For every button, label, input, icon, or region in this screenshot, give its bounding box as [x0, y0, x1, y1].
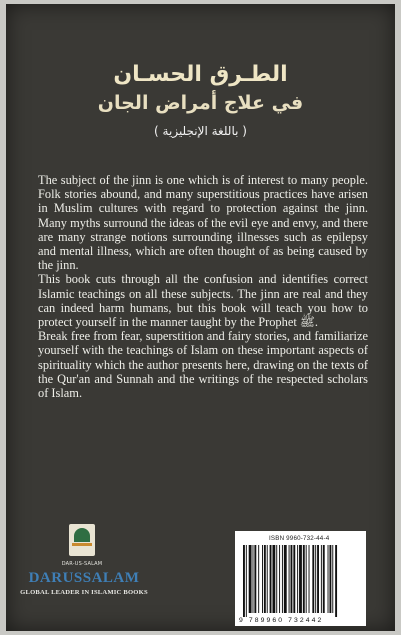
blurb-paragraph: Break free from fear, superstition and fairy stories, and familiarize yourself with the teachings of Islam on these important aspects of spirituality which the author presents here, drawing on the texts of the Qur'an and Sunnah and the writings of the respected scholars of Islam.	[38, 329, 368, 401]
arabic-title: الطـرق الحسـان	[113, 62, 288, 87]
barcode-bar	[276, 545, 277, 613]
isbn-label: ISBN 9960-732-44-4	[269, 535, 330, 542]
barcode-bar	[312, 545, 314, 613]
barcode-bar	[243, 545, 245, 617]
barcode-bar	[272, 545, 275, 613]
barcode-bar	[258, 545, 259, 613]
barcode-bar	[262, 545, 263, 613]
barcode-bar	[299, 545, 302, 613]
barcode-bar	[291, 545, 293, 613]
barcode-bar	[332, 545, 333, 613]
barcode-bar	[284, 545, 287, 613]
barcode-bar	[321, 545, 322, 613]
arabic-subtitle: في علاج أمراض الجان	[97, 92, 304, 114]
barcode-icon	[243, 545, 359, 617]
barcode-bar	[303, 545, 305, 613]
barcode-bar	[329, 545, 331, 613]
barcode-bar	[293, 545, 295, 613]
barcode-bar	[253, 545, 254, 613]
barcode-bar	[317, 545, 319, 613]
barcode-bar	[279, 545, 280, 613]
barcode-panel	[235, 531, 366, 626]
publisher-tagline: GLOBAL LEADER IN ISLAMIC BOOKS	[20, 589, 148, 596]
barcode-bar	[335, 545, 337, 617]
barcode-bar	[315, 545, 316, 613]
barcode-bar	[264, 545, 266, 613]
blurb-paragraph: This book cuts through all the confusion and identifies correct Islamic teachings on all these subjects. The jinn are real and they can indeed harm humans, but this book will teach you how to protect yourself in the manner taught by the Prophet ﷺ.	[38, 272, 368, 330]
barcode-bar	[289, 545, 290, 613]
barcode-bar	[267, 545, 268, 613]
publisher-logo-text: DAR-US-SALAM	[61, 561, 103, 567]
barcode-bar	[270, 545, 272, 613]
barcode-bar	[328, 545, 329, 613]
barcode-bar	[249, 545, 252, 613]
barcode-bar	[297, 545, 298, 613]
barcode-bar	[254, 545, 256, 613]
back-cover-blurb	[38, 173, 368, 400]
barcode-bar	[282, 545, 283, 613]
barcode-bar	[246, 545, 247, 617]
publisher-logo-icon	[69, 524, 95, 556]
barcode-digits: 9 789960 732442	[239, 617, 324, 624]
barcode-bar	[306, 545, 307, 613]
barcode-bar	[323, 545, 325, 613]
back-cover	[6, 4, 395, 631]
publisher-name: DARUSSALAM	[28, 570, 140, 586]
blurb-paragraph: The subject of the jinn is one which is of interest to many people. Folk stories abound, and many superstitious practices have arisen in Muslim cultures with regard to protection against the jinn. Many myths surround the ideas of the evil eye and envy, and there are many strange notions surrounding illnesses such as epilepsy and mental illness, which are often thought of as being caused by the jinn.	[38, 173, 368, 273]
barcode-bar	[309, 545, 310, 613]
arabic-language-note: ( باللغة الإنجليزية )	[154, 124, 247, 138]
